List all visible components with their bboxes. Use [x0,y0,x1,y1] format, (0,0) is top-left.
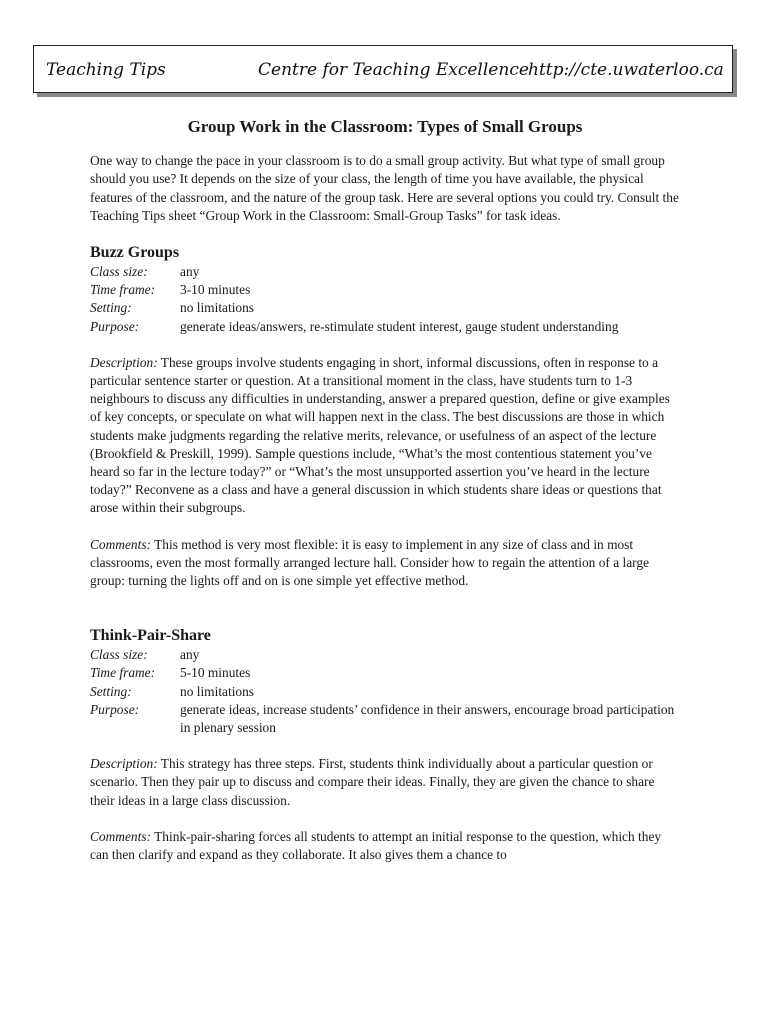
setting-value: no limitations [180,683,255,699]
intro-paragraph: One way to change the pace in your classroom is to do a small group activity. But what type of small group should you use? It depends on the size of your class, the length of time you have available, the physical features of the classroom, and the nature of the group task. Here are several options you could try. Consult the Teaching Tips sheet “Group Work in the Classroom: Small-Group Tasks” for task ideas. [90,153,679,223]
document-title: Group Work in the Classroom: Types of Small Groups [187,117,583,136]
description-paragraph [90,755,680,810]
section-meta [90,263,680,336]
comments-text: Think-pair-sharing forces all students to attempt an initial response to the question, which they can then clarify and expand as they collaborate. It also gives them a chance to [90,828,662,863]
setting-label: Setting: [90,300,132,316]
section-heading: Think-Pair-Share [90,627,211,645]
purpose-value: generate ideas/answers, re-stimulate student interest, gauge student understanding [180,318,619,334]
purpose-value: generate ideas, increase students’ confidence in their answers, encourage broad participation in plenary session [180,701,675,736]
description-text: These groups involve students engaging in short, informal discussions, often in response to a particular sentence starter or question. At a transitional moment in the class, have students turn to 1-3 neighbours to discuss any difficulties in understanding, answer a prepared question, define or give examples of key concepts, or speculate on what will happen next in the class. The best discussions are those in which students make judgments regarding the relative merits, relevance, or usefulness of an aspect of the lecture (Brookfield & Preskill, 1999). Sample questions include, “What’s the most contentious statement you’ve heard so far in the lecture today?” or “What’s the most unsupported assertion you’ve heard in the lecture today?” Reconvene as a class and have a general discussion in which students share ideas or questions that arose within their subgroups. [90,354,670,516]
class-size-label: Class size: [90,264,148,280]
section-heading: Buzz Groups [90,244,180,262]
comments-paragraph [90,828,680,864]
time-frame-value: 5-10 minutes [180,665,251,681]
class-size-value: any [180,264,200,280]
header-organization: Centre for Teaching Excellence [258,60,529,80]
description-text: This strategy has three steps. First, students think individually about a particular question or scenario. Then they pair up to discuss and compare their ideas. Finally, they are given the chance to share their ideas in a large class discussion. [90,756,655,808]
purpose-label: Purpose: [90,318,140,334]
document-body [90,114,680,882]
class-size-label: Class size: [90,647,148,663]
description-label: Description: [90,756,158,772]
purpose-label: Purpose: [90,701,140,717]
section-meta [90,646,680,737]
time-frame-label: Time frame: [90,282,156,298]
page-header [33,45,733,93]
class-size-value: any [180,647,200,663]
header-url: http://cte.uwaterloo.ca [528,60,724,80]
description-paragraph [90,354,680,518]
time-frame-value: 3-10 minutes [180,282,251,298]
setting-label: Setting: [90,683,132,699]
time-frame-label: Time frame: [90,665,156,681]
section-buzz-groups [90,243,680,590]
comments-label: Comments: [90,828,151,844]
setting-value: no limitations [180,300,255,316]
comments-label: Comments: [90,536,151,552]
header-series-title: Teaching Tips [46,60,166,80]
comments-text: This method is very most flexible: it is easy to implement in any size of class and in most classrooms, even the most formally arranged lecture hall. Consider how to regain the attention of a large group: turning the lights off and on is one simple yet effective method. [90,536,650,589]
section-think-pair-share [90,626,680,864]
comments-paragraph [90,536,680,591]
description-label: Description: [90,354,158,370]
